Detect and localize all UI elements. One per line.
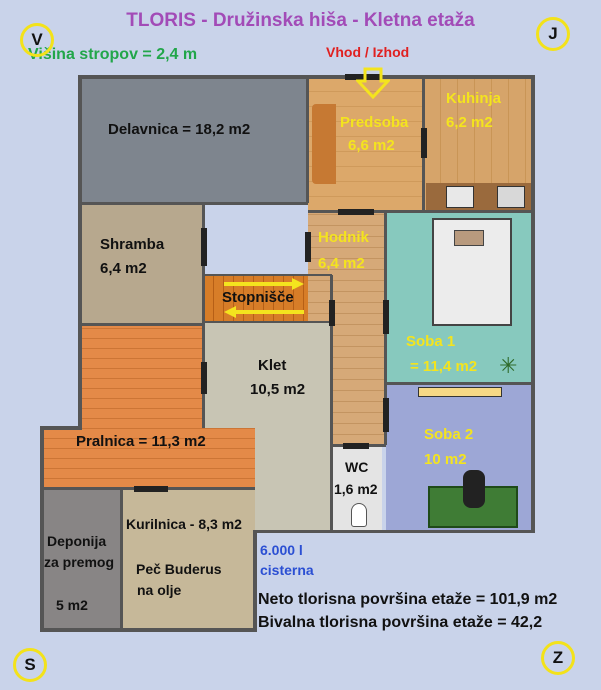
shelf-icon [418,387,502,397]
door-hall-corridor [338,209,374,215]
tank-label: cisterna [260,562,314,578]
door-cellar [201,362,207,394]
ceiling-height-note: Višina stropov = 2,4 m [28,46,198,63]
label-cellar-area: 10,5 m2 [250,381,306,398]
plant-icon: ✳ [499,353,518,378]
room-boiler [122,488,255,630]
label-laundry: Pralnica = 11,3 m2 [76,433,206,450]
label-storage-area: 6,4 m2 [100,260,147,277]
label-coal-line2: za premog [44,554,115,570]
stove-icon [446,186,474,208]
label-boiler-line2: na olje [137,582,182,598]
entrance-label: Vhod / Izhod [326,44,410,60]
door-wc [343,443,369,449]
label-hall-name: Predsoba [340,114,409,131]
label-workshop: Delavnica = 18,2 m2 [108,121,251,138]
label-kitchen-area: 6,2 m2 [446,114,493,131]
label-room2-area: 10 m2 [424,451,467,468]
label-room1-area: = 11,4 m2 [410,358,478,375]
person-icon [463,470,485,508]
sink-icon [497,186,525,208]
door-boiler [134,486,168,492]
living-floor-area: Bivalna tlorisna površina etaže = 42,2 [258,614,543,631]
label-stairs: Stopnišče [222,289,294,306]
pillow-icon [454,230,484,246]
label-coal-line1: Deponija [47,533,107,549]
entrance-arrow-icon [356,67,390,99]
door-workshop-corridor [305,232,311,262]
room-laundry [80,325,204,428]
plan-title: TLORIS - Družinska hiša - Kletna etaža [126,10,475,31]
sofa-shape [312,104,336,184]
label-wc-area: 1,6 m2 [334,481,378,497]
net-floor-area: Neto tlorisna površina etaže = 101,9 m2 [258,591,558,608]
door-room1 [383,300,389,334]
compass-north-east: J [536,17,570,51]
label-hall-area: 6,6 m2 [348,137,395,154]
toilet-icon [351,503,367,527]
label-coal-area: 5 m2 [56,597,88,613]
door-hall-kitchen [421,128,427,158]
compass-south-east: Z [541,641,575,675]
label-kitchen-name: Kuhinja [446,90,501,107]
door-cellar-corridor [329,300,335,326]
label-wc-name: WC [345,459,369,475]
tank-capacity: 6.000 l [260,542,303,558]
label-corridor-area: 6,4 m2 [318,255,365,272]
label-cellar-name: Klet [258,357,287,374]
label-room2-name: Soba 2 [424,426,474,443]
label-storage-name: Shramba [100,236,165,253]
compass-south-west: S [13,648,47,682]
label-corridor-name: Hodnik [318,229,369,246]
label-boiler-line1: Peč Buderus [136,561,222,577]
label-room1-name: Soba 1 [406,333,456,350]
door-storage [201,228,207,266]
label-boiler-name: Kurilnica - 8,3 m2 [126,516,242,532]
door-room2 [383,398,389,432]
compass-north-west: V [20,23,54,57]
